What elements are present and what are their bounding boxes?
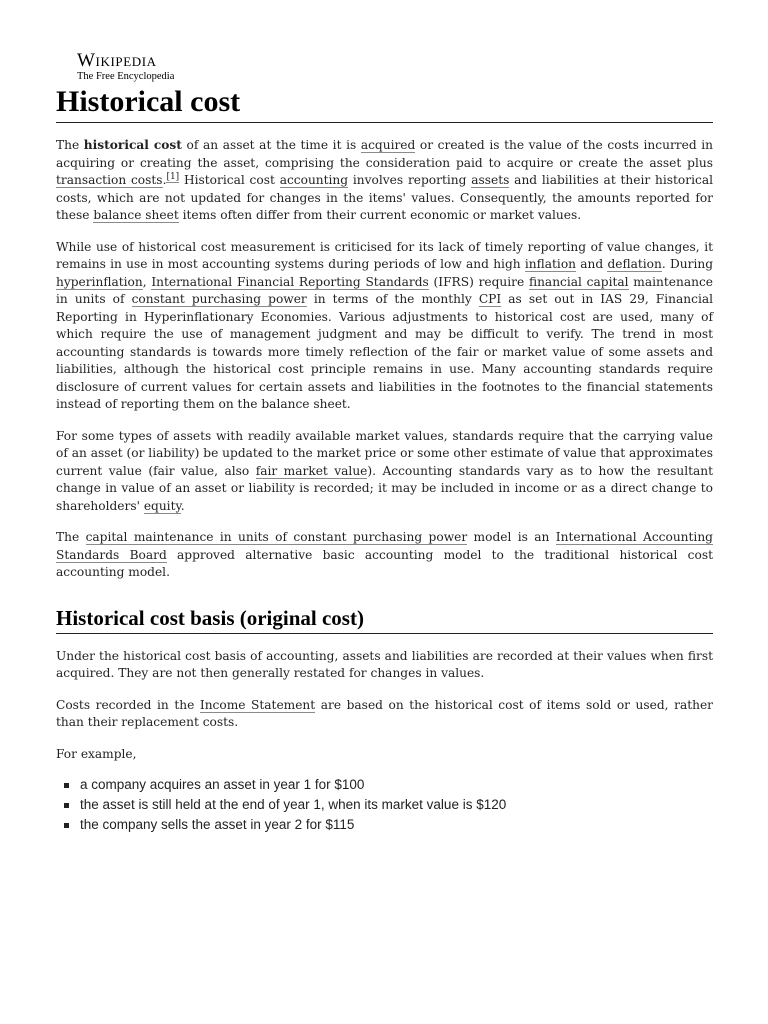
link-cpi[interactable]: CPI <box>478 292 502 306</box>
section-paragraph-2 <box>56 697 713 732</box>
intro-paragraph-4 <box>56 529 713 582</box>
text: or created is the value of the costs incurred in acquiring or creating the asset, comprising the consideration paid to acquire or create the asset plus <box>56 138 713 170</box>
link-balance-sheet[interactable]: balance sheet <box>93 208 179 222</box>
section-paragraph-3: For example, <box>56 746 137 761</box>
logo-tagline: The Free Encyclopedia <box>77 71 175 82</box>
link-fair-market-value[interactable]: fair market value <box>255 463 368 478</box>
link-equity[interactable]: equity <box>143 498 181 513</box>
link-inflation[interactable]: inflation <box>524 257 576 271</box>
link-deflation[interactable]: deflation <box>607 257 662 271</box>
text: While use of historical cost measurement is criticised for its lack of timely reporting of value changes, it remains in use in most accounting systems during periods of low and high <box>56 239 713 271</box>
link-iasb[interactable]: International Accounting Standards Board <box>56 530 713 562</box>
text: Costs recorded in the <box>56 697 200 712</box>
text: . During <box>661 257 713 271</box>
text: and liabilities at their historical costs, which are not updated for changes in the items' values. Consequently, the amounts reported for these <box>56 173 713 222</box>
intro-paragraph-2 <box>56 239 713 414</box>
link-capital-maintenance[interactable]: capital maintenance in units of constant purchasing power <box>85 530 468 544</box>
text: ). Accounting standards vary as to how the resultant change in value of an asset or liability is recorded; it may be included in income or as a direct change to shareholders' <box>56 463 714 513</box>
text: . <box>162 173 167 187</box>
link-accounting[interactable]: accounting <box>279 173 349 187</box>
text: maintenance in units of <box>56 274 713 306</box>
text: in terms of the monthly <box>306 292 479 306</box>
text: are based on the historical cost of items sold or used, rather than their replacement costs. <box>56 697 713 729</box>
text: . <box>180 498 185 513</box>
text: (IFRS) require <box>428 274 529 289</box>
text: and <box>576 257 608 271</box>
wikipedia-logo[interactable] <box>77 51 174 83</box>
link-transaction-costs[interactable]: transaction costs <box>56 173 163 187</box>
text: Historical cost <box>179 173 280 187</box>
link-assets[interactable]: assets <box>471 173 510 187</box>
link-income-statement[interactable]: Income Statement <box>199 697 316 712</box>
text: of an asset at the time it is <box>181 138 361 152</box>
page-title: Historical cost <box>56 84 713 123</box>
example-list <box>56 775 713 835</box>
logo-wordmark: Wikipedia <box>77 50 157 71</box>
text: The <box>56 530 86 544</box>
link-constant-purchasing-power[interactable]: constant purchasing power <box>131 292 307 306</box>
reference-1[interactable]: [1] <box>166 172 180 182</box>
intro-paragraph-1 <box>56 137 713 225</box>
link-hyperinflation[interactable]: hyperinflation <box>56 274 143 289</box>
text: , <box>142 274 152 289</box>
text: items often differ from their current economic or market values. <box>178 208 582 222</box>
list-item: the company sells the asset in year 2 for $115 <box>80 815 713 835</box>
intro-paragraph-3 <box>56 428 713 516</box>
link-acquired[interactable]: acquired <box>360 138 416 152</box>
link-financial-capital[interactable]: financial capital <box>528 274 629 289</box>
bold-term: historical cost <box>83 138 182 152</box>
text: approved alternative basic accounting model to the traditional historical cost accounting model. <box>56 547 713 579</box>
text: as set out in IAS 29, Financial Reporting in Hyperinflationary Economies. Various adjustments to historical cost are used, many of which require the use of management judgment and may be difficult to verify. The trend in most accounting standards is towards more timely reflection of the fair or market value of some assets and liabilities, although the historical cost principle remains in use. Many accounting standards require disclosure of current values for certain assets and liabilities in the footnotes to the financial statements instead of reporting them on the balance sheet. <box>56 292 714 411</box>
article-content <box>56 84 713 835</box>
text: model is an <box>467 530 556 544</box>
text: involves reporting <box>348 173 472 187</box>
list-item: the asset is still held at the end of year 1, when its market value is $120 <box>80 795 713 815</box>
text: For some types of assets with readily available market values, standards require that the carrying value of an asset (or liability) be updated to the market price or some other estimate of value that approximates current value (fair value, also <box>56 428 713 478</box>
list-item: a company acquires an asset in year 1 for $100 <box>80 775 713 795</box>
link-ifrs[interactable]: International Financial Reporting Standards <box>151 274 429 289</box>
section-paragraph-1: Under the historical cost basis of accounting, assets and liabilities are recorded at their values when first acquired. They are not then generally restated for changes in values. <box>56 648 713 680</box>
section-heading-historical-cost-basis: Historical cost basis (original cost) <box>56 605 713 634</box>
text: The <box>56 138 84 152</box>
